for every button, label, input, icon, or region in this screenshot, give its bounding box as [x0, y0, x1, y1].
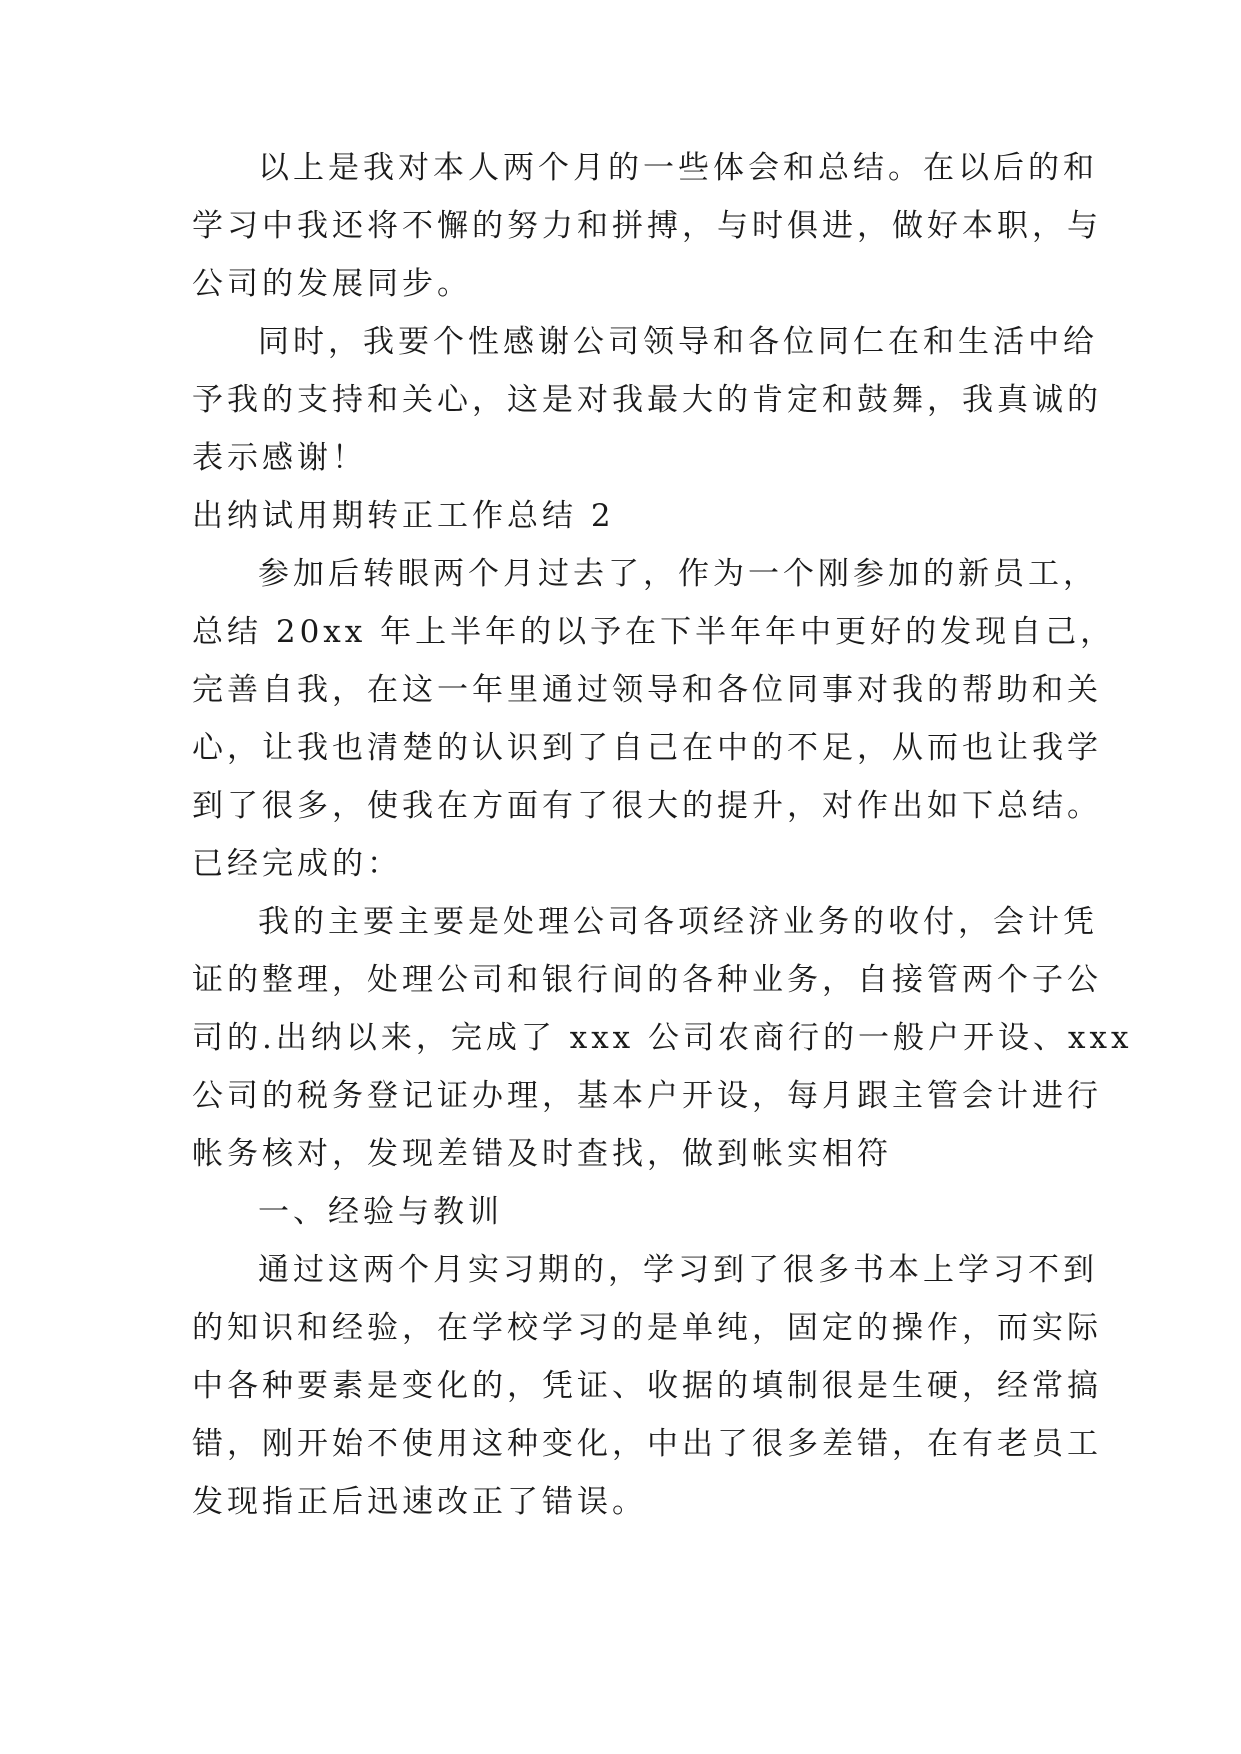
paragraph-line: 同时，我要个性感谢公司领导和各位同仁在和生活中给 — [258, 324, 1098, 360]
paragraph-line: 学习中我还将不懈的努力和拼搏，与时俱进，做好本职，与 — [192, 208, 1102, 244]
section-heading: 出纳试用期转正工作总结 2 — [192, 498, 615, 534]
paragraph-line: 证的整理，处理公司和银行间的各种业务，自接管两个子公 — [192, 962, 1102, 998]
paragraph-line: 以上是我对本人两个月的一些体会和总结。在以后的和 — [258, 150, 1098, 186]
paragraph-line: 帐务核对，发现差错及时查找，做到帐实相符 — [192, 1136, 892, 1172]
paragraph-line: 我的主要主要是处理公司各项经济业务的收付，会计凭 — [258, 904, 1098, 940]
paragraph-line: 参加后转眼两个月过去了，作为一个刚参加的新员工， — [258, 556, 1098, 592]
paragraph-line: 到了很多，使我在方面有了很大的提升，对作出如下总结。 — [192, 788, 1102, 824]
paragraph-line: 已经完成的： — [192, 846, 402, 882]
paragraph-line: 通过这两个月实习期的，学习到了很多书本上学习不到 — [258, 1252, 1098, 1288]
paragraph-line: 总结 20xx 年上半年的以予在下半年年中更好的发现自己， — [192, 614, 1116, 650]
paragraph-line: 公司的发展同步。 — [192, 266, 472, 302]
paragraph-line: 予我的支持和关心，这是对我最大的肯定和鼓舞，我真诚的 — [192, 382, 1102, 418]
paragraph-line: 发现指正后迅速改正了错误。 — [192, 1484, 647, 1520]
subheading: 一、经验与教训 — [258, 1194, 503, 1230]
paragraph-line: 司的.出纳以来，完成了 xxx 公司农商行的一般户开设、xxx — [192, 1020, 1133, 1056]
paragraph-line: 错，刚开始不使用这种变化，中出了很多差错，在有老员工 — [192, 1426, 1102, 1462]
paragraph-line: 表示感谢！ — [192, 440, 367, 476]
paragraph-line: 心，让我也清楚的认识到了自己在中的不足，从而也让我学 — [192, 730, 1102, 766]
paragraph-line: 中各种要素是变化的，凭证、收据的填制很是生硬，经常搞 — [192, 1368, 1102, 1404]
paragraph-line: 公司的税务登记证办理，基本户开设，每月跟主管会计进行 — [192, 1078, 1102, 1114]
paragraph-line: 的知识和经验，在学校学习的是单纯，固定的操作，而实际 — [192, 1310, 1102, 1346]
paragraph-line: 完善自我，在这一年里通过领导和各位同事对我的帮助和关 — [192, 672, 1102, 708]
